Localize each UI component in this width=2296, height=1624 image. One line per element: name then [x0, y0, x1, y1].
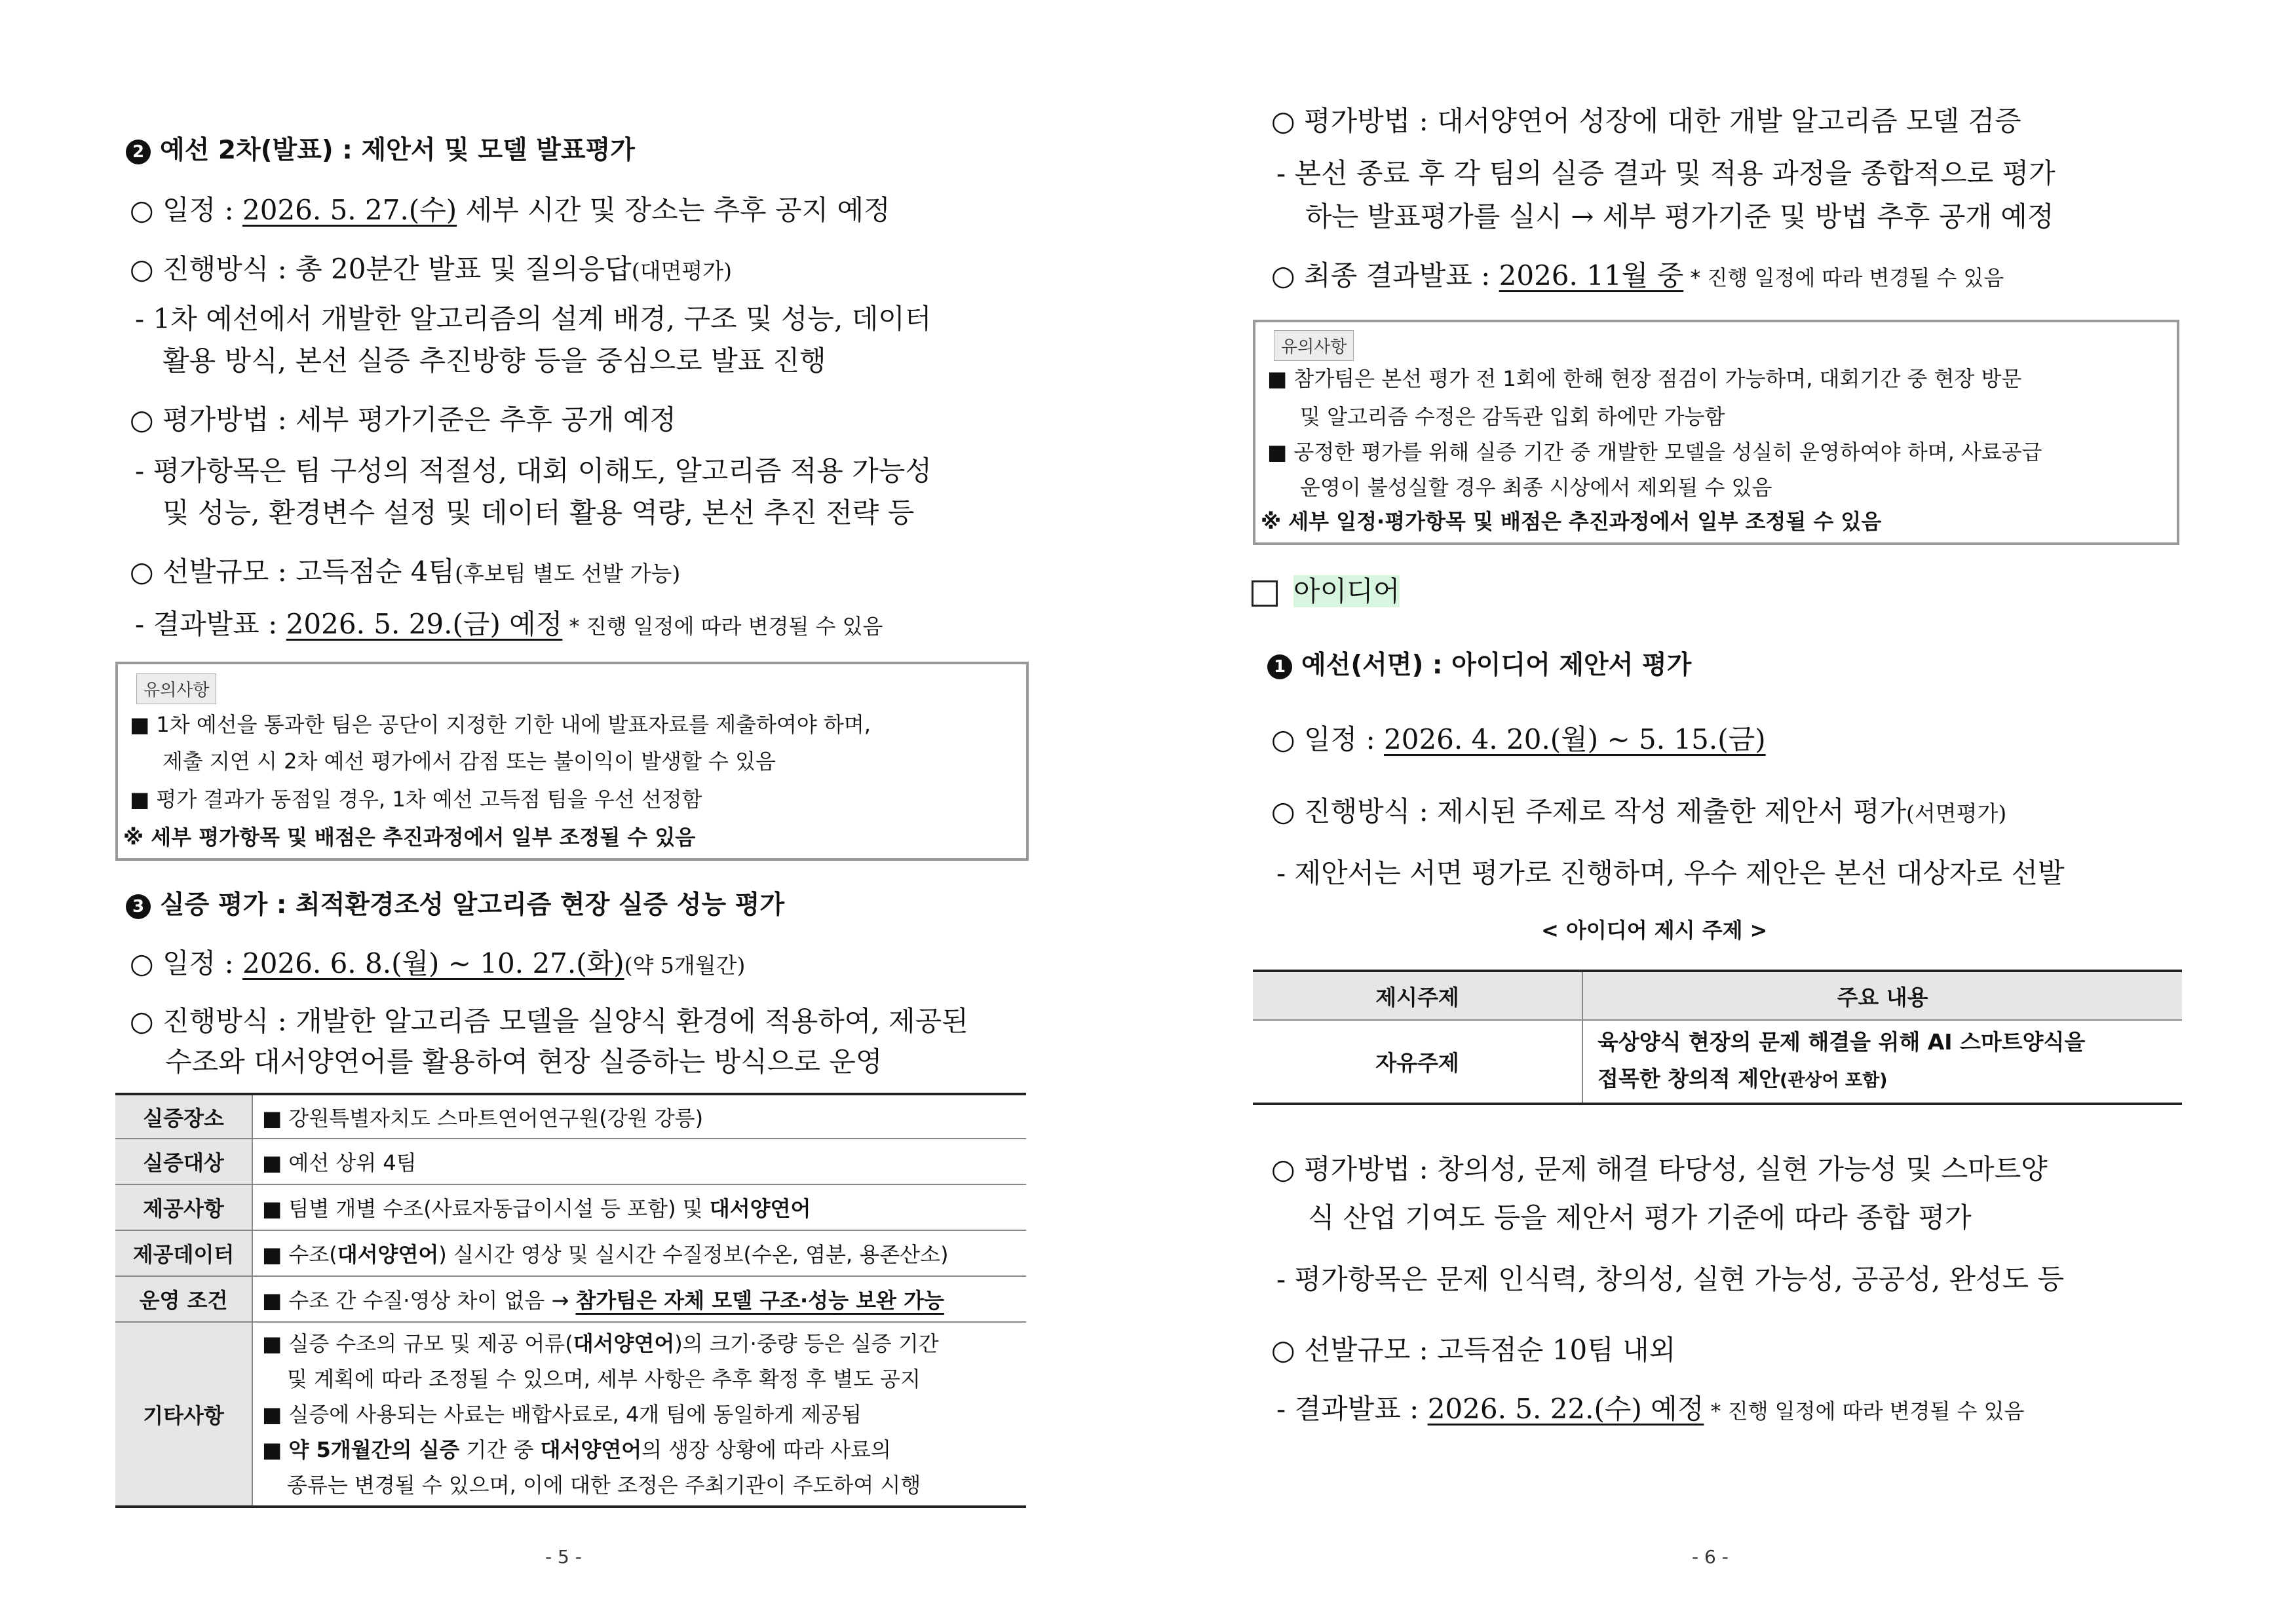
section-2-heading: [126, 138, 635, 164]
table-row: [115, 1322, 1026, 1507]
p6-eval-detail-2: 하는 발표평가를 실시 → 세부 평가기준 및 방법 추후 공개 예정: [1305, 200, 2054, 233]
s2-method-detail-1: - 1차 예선에서 개발한 알고리즘의 설계 배경, 구조 및 성능, 데이터: [135, 303, 932, 335]
idea-table-caption: < 아이디어 제시 주제 >: [1541, 918, 1768, 943]
etc-line-3: ■ 실증에 사용되는 사료는 배합사료로, 4개 팀에 동일하게 제공됨: [262, 1401, 862, 1427]
operation-bold: 참가팀은 자체 모델 구조·성능 보완 가능: [575, 1288, 944, 1313]
circled-number-2-icon: 2: [126, 140, 151, 164]
row-key-location: 실증장소: [115, 1094, 252, 1139]
idea-method-paren: (서면평가): [1906, 801, 2007, 826]
idea-result-date: 2026. 5. 22.(수) 예정: [1427, 1393, 1704, 1425]
row-key-data: 제공데이터: [115, 1230, 252, 1276]
provision-salmon: 대서양연어: [709, 1196, 811, 1221]
caution-tag: 유의사항: [136, 673, 216, 704]
s2-eval-detail-2: 및 성능, 환경변수 설정 및 데이터 활용 역량, 본선 추진 전략 등: [163, 497, 915, 529]
s3-method-line-1: ○ 진행방식 : 개발한 알고리즘 모델을 실양식 환경에 적용하여, 제공된: [130, 1005, 968, 1037]
idea-section-1-heading: [1267, 652, 1691, 679]
content-cell: [1582, 1020, 2182, 1104]
etc-line-5: 종류는 변경될 수 있으며, 이에 대한 조정은 주최기관이 주도하여 시행: [287, 1472, 921, 1498]
circled-number-1-icon: 1: [1267, 654, 1292, 679]
provision-text: ■ 팀별 개별 수조(사료자동급이시설 등 포함) 및: [262, 1196, 710, 1221]
s2-schedule: [130, 194, 890, 226]
s2-method-detail-2: 활용 방식, 본선 실증 추진방향 등을 중심으로 발표 진행: [163, 345, 826, 377]
content-line-2: 접목한 창의적 제안(관상어 포함): [1598, 1066, 1888, 1091]
final-result: [1271, 259, 2004, 292]
s3-schedule-date: 2026. 6. 8.(월) ~ 10. 27.(화): [242, 947, 624, 979]
idea-method-main: ○ 진행방식 : 제시된 주제로 작성 제출한 제안서 평가: [1271, 795, 1907, 827]
page-number-6: - 6 -: [1692, 1546, 1729, 1568]
table-row: [115, 1276, 1026, 1322]
s2-result: [135, 608, 883, 640]
table-row: [1253, 1020, 2182, 1104]
idea-eval-detail: - 평가항목은 문제 인식력, 창의성, 실현 가능성, 공공성, 완성도 등: [1276, 1263, 2065, 1295]
page-6: [1148, 0, 2296, 1624]
idea-heading: [1252, 575, 1400, 607]
final-result-date: 2026. 11월 중: [1499, 259, 1684, 292]
caution-2-line-5: ※ 세부 일정·평가항목 및 배점은 추진과정에서 일부 조정될 수 있음: [1261, 509, 1882, 534]
idea-eval-line-1: ○ 평가방법 : 창의성, 문제 해결 타당성, 실현 가능성 및 스마트양: [1271, 1153, 2048, 1185]
table-header-row: [1253, 971, 2182, 1020]
table-row: [115, 1184, 1026, 1230]
idea-result: [1276, 1395, 2024, 1423]
caution-1-line-3: ■ 평가 결과가 동점일 경우, 1차 예선 고득점 팀을 우선 선정함: [130, 787, 702, 812]
row-value-operation: [252, 1276, 1026, 1322]
p6-eval: ○ 평가방법 : 대서양연어 성장에 대한 개발 알고리즘 모델 검증: [1271, 105, 2021, 137]
caution-box-2: [1253, 320, 2179, 545]
section-3-heading: [126, 892, 784, 919]
table-row: [115, 1230, 1026, 1276]
s2-method-paren: (대면평가): [631, 258, 732, 284]
idea-method: [1271, 795, 2007, 827]
final-result-label: ○ 최종 결과발표 :: [1271, 259, 1499, 292]
s2-eval: ○ 평가방법 : 세부 평가기준은 추후 공개 예정: [130, 404, 676, 436]
circled-number-3-icon: 3: [126, 894, 151, 919]
idea-schedule-date: 2026. 4. 20.(월) ~ 5. 15.(금): [1384, 723, 1766, 755]
final-result-note: * 진행 일정에 따라 변경될 수 있음: [1683, 265, 2004, 290]
s2-result-note: * 진행 일정에 따라 변경될 수 있음: [562, 614, 883, 639]
etc-line-4: ■ 약 5개월간의 실증 기간 중 대서양연어의 생장 상황에 따라 사료의: [262, 1437, 891, 1462]
s2-schedule-date: 2026. 5. 27.(수): [242, 194, 457, 226]
verification-table: [115, 1093, 1026, 1508]
data-salmon: 대서양연어: [337, 1242, 439, 1267]
s2-schedule-label: ○ 일정 :: [130, 194, 242, 226]
s2-result-label: - 결과발표 :: [135, 608, 286, 640]
data-text-c: ) 실시간 영상 및 실시간 수질정보(수온, 염분, 용존산소): [438, 1242, 949, 1267]
idea-method-detail: - 제안서는 서면 평가로 진행하며, 우수 제안은 본선 대상자로 선발: [1276, 857, 2065, 889]
checkbox-square-icon: [1252, 580, 1278, 607]
caution-2-line-1: ■ 참가팀은 본선 평가 전 1회에 한해 현장 점검이 가능하며, 대회기간 중 현장 방문: [1267, 366, 2022, 391]
row-value-data: [252, 1230, 1026, 1276]
s3-schedule-paren: (약 5개월간): [624, 953, 746, 978]
idea-section-1-title: 예선(서면) : 아이디어 제안서 평가: [1301, 651, 1692, 680]
idea-result-note: * 진행 일정에 따라 변경될 수 있음: [1704, 1399, 2025, 1424]
caution-1-line-1: ■ 1차 예선을 통과한 팀은 공단이 지정한 기한 내에 발표자료를 제출하여야 하며,: [130, 712, 871, 737]
row-key-target: 실증대상: [115, 1139, 252, 1184]
idea-eval-line-2: 식 산업 기여도 등을 제안서 평가 기준에 따라 종합 평가: [1308, 1201, 1972, 1234]
caution-2-line-3: ■ 공정한 평가를 위해 실증 기간 중 개발한 모델을 성실히 운영하여야 하며, 사료공급: [1267, 440, 2042, 464]
etc-line-1: ■ 실증 수조의 규모 및 제공 어류(대서양연어)의 크기·중량 등은 실증 기간: [262, 1331, 939, 1356]
s2-scale: [130, 558, 680, 586]
content-line-1: 육상양식 현장의 문제 해결을 위해 AI 스마트양식을: [1598, 1029, 2086, 1055]
idea-heading-text: 아이디어: [1293, 575, 1400, 607]
header-topic: 제시주제: [1253, 971, 1582, 1020]
data-text-a: ■ 수조(: [262, 1242, 337, 1267]
row-key-etc: 기타사항: [115, 1322, 252, 1507]
s2-method: [130, 255, 732, 283]
s2-scale-main: ○ 선발규모 : 고득점순 4팀: [130, 556, 455, 588]
s2-result-date: 2026. 5. 29.(금) 예정: [286, 608, 563, 640]
caution-1-line-2: 제출 지연 시 2차 예선 평가에서 감점 또는 불이익이 발생할 수 있음: [163, 749, 776, 774]
etc-line-2: 및 계획에 따라 조정될 수 있으며, 세부 사항은 추후 확정 후 별도 공지: [287, 1366, 921, 1391]
section-2-title: 예선 2차(발표) : 제안서 및 모델 발표평가: [160, 136, 635, 165]
p6-eval-detail-1: - 본선 종료 후 각 팀의 실증 결과 및 적용 과정을 종합적으로 평가: [1276, 157, 2056, 189]
table-row: [115, 1094, 1026, 1139]
topic-cell: 자유주제: [1253, 1020, 1582, 1104]
page-number-5: - 5 -: [545, 1546, 582, 1568]
idea-result-label: - 결과발표 :: [1276, 1393, 1428, 1425]
s3-schedule-label: ○ 일정 :: [130, 947, 242, 979]
caution-1-line-4: ※ 세부 평가항목 및 배점은 추진과정에서 일부 조정될 수 있음: [123, 825, 696, 850]
row-value-location: ■ 강원특별자치도 스마트연어연구원(강원 강릉): [252, 1094, 1026, 1139]
idea-schedule-label: ○ 일정 :: [1271, 723, 1384, 755]
row-key-operation: 운영 조건: [115, 1276, 252, 1322]
s2-schedule-tail: 세부 시간 및 장소는 추후 공지 예정: [457, 194, 890, 226]
idea-topic-table: [1253, 970, 2182, 1105]
caution-2-line-2: 및 알고리즘 수정은 감독관 입회 하에만 가능함: [1300, 404, 1725, 429]
caution-tag: 유의사항: [1274, 330, 1354, 361]
s2-method-main: ○ 진행방식 : 총 20분간 발표 및 질의응답: [130, 253, 632, 285]
idea-scale: ○ 선발규모 : 고득점순 10팀 내외: [1271, 1334, 1676, 1366]
table-row: [115, 1139, 1026, 1184]
s2-eval-detail-1: - 평가항목은 팀 구성의 적절성, 대회 이해도, 알고리즘 적용 가능성: [135, 455, 932, 487]
section-3-title: 실증 평가 : 최적환경조성 알고리즘 현장 실증 성능 평가: [160, 890, 785, 920]
caution-box-1: [115, 662, 1029, 861]
idea-schedule: [1271, 723, 1766, 755]
s2-scale-paren: (후보팀 별도 선발 가능): [455, 561, 681, 586]
s3-schedule: [130, 947, 746, 979]
row-value-target: ■ 예선 상위 4팀: [252, 1139, 1026, 1184]
operation-text: ■ 수조 간 수질·영상 차이 없음 →: [262, 1288, 576, 1313]
row-value-etc: [252, 1322, 1026, 1507]
caution-2-line-4: 운영이 불성실할 경우 최종 시상에서 제외될 수 있음: [1300, 475, 1772, 500]
s3-method-line-2: 수조와 대서양연어를 활용하여 현장 실증하는 방식으로 운영: [165, 1046, 883, 1078]
header-content: 주요 내용: [1582, 971, 2182, 1020]
row-key-provision: 제공사항: [115, 1184, 252, 1230]
row-value-provision: [252, 1184, 1026, 1230]
